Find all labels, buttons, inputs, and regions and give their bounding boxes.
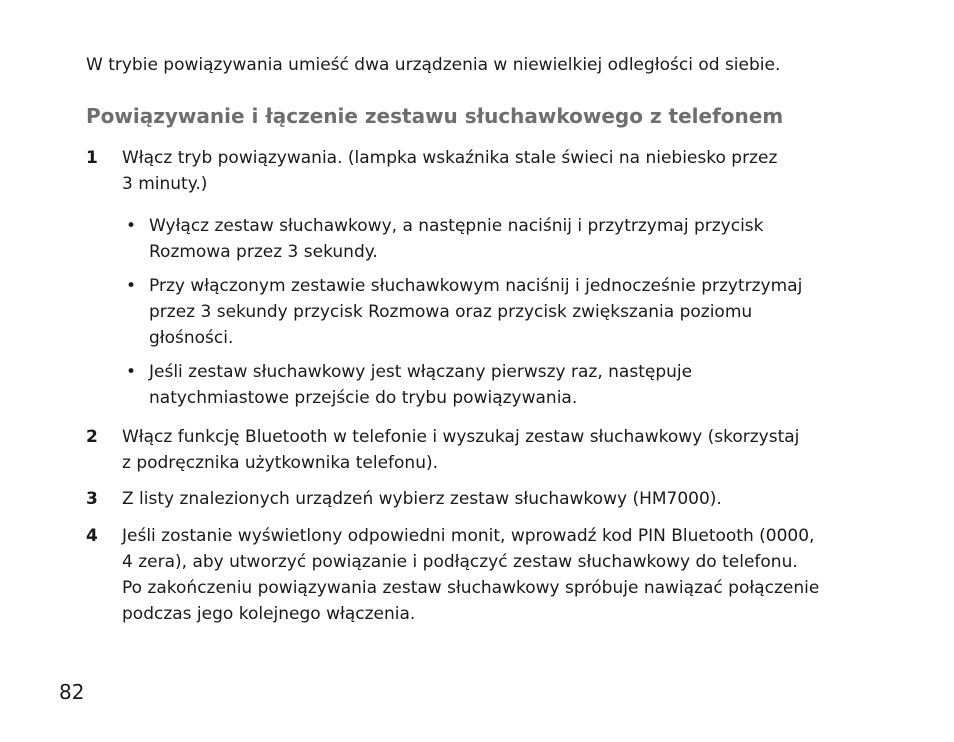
step-number: 1 [86, 148, 98, 168]
step-line: 3 minuty.) [122, 174, 208, 194]
step-line: z podręcznika użytkownika telefonu). [122, 453, 439, 473]
bullet-line: Jeśli zestaw słuchawkowy jest włączany pierwszy raz, następuje [149, 362, 693, 382]
bullet-line: Przy włączonym zestawie słuchawkowym naciśnij i jednocześnie przytrzymaj [149, 276, 803, 296]
bullet-line: przez 3 sekundy przycisk Rozmowa oraz przycisk zwiększania poziomu [149, 302, 753, 322]
step-text [122, 486, 882, 512]
step-line: podczas jego kolejnego włączenia. [122, 604, 416, 624]
bullet-text [149, 213, 879, 265]
bullet-line: głośności. [149, 328, 234, 348]
page-number: 82 [59, 680, 85, 704]
step-number: 4 [86, 526, 98, 546]
step-text [122, 145, 882, 197]
step-number: 3 [86, 489, 98, 509]
step-line: Z listy znalezionych urządzeń wybierz zestaw słuchawkowy (HM7000). [122, 489, 722, 509]
section-heading: Powiązywanie i łączenie zestawu słuchawkowego z telefonem [86, 104, 784, 128]
step-line: Po zakończeniu powiązywania zestaw słuchawkowy spróbuje nawiązać połączenie [122, 578, 820, 598]
step-number: 2 [86, 427, 98, 447]
bullet-line: Wyłącz zestaw słuchawkowy, a następnie naciśnij i przytrzymaj przycisk [149, 216, 764, 236]
step-text [122, 523, 882, 627]
bullet-icon: • [126, 216, 137, 236]
bullet-line: Rozmowa przez 3 sekundy. [149, 242, 378, 262]
step-text [122, 424, 882, 476]
step-line: 4 zera), aby utworzyć powiązanie i podłączyć zestaw słuchawkowy do telefonu. [122, 552, 798, 572]
step-line: Jeśli zostanie wyświetlony odpowiedni monit, wprowadź kod PIN Bluetooth (0000, [122, 526, 815, 546]
step-line: Włącz tryb powiązywania. (lampka wskaźnika stale świeci na niebiesko przez [122, 148, 778, 168]
bullet-line: natychmiastowe przejście do trybu powiązywania. [149, 388, 578, 408]
bullet-icon: • [126, 276, 137, 296]
bullet-text [149, 273, 879, 351]
intro-paragraph: W trybie powiązywania umieść dwa urządzenia w niewielkiej odległości od siebie. [86, 55, 781, 75]
step-line: Włącz funkcję Bluetooth w telefonie i wyszukaj zestaw słuchawkowy (skorzystaj [122, 427, 800, 447]
bullet-text [149, 359, 879, 411]
bullet-icon: • [126, 362, 137, 382]
